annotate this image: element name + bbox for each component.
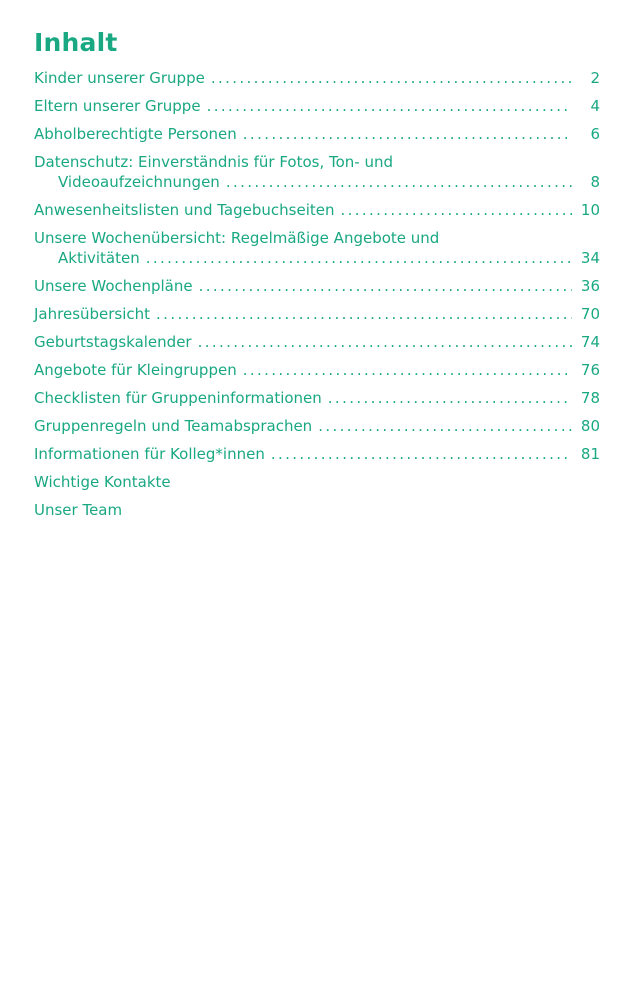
toc-entry-title: Jahresübersicht xyxy=(34,305,151,323)
toc-entry-title: Kinder unserer Gruppe xyxy=(34,69,205,87)
toc-entry[interactable] xyxy=(34,444,600,464)
toc-entry[interactable] xyxy=(34,68,600,88)
toc-entry-title-line1: Unsere Wochenübersicht: Regelmäßige Angebote und xyxy=(34,229,440,247)
dot-leader xyxy=(211,68,572,88)
toc-entry-title: Informationen für Kolleg*innen xyxy=(34,445,265,463)
toc-entry-title: Abholberechtigte Personen xyxy=(34,125,237,143)
toc-page-number: 2 xyxy=(590,69,600,87)
toc-entry[interactable] xyxy=(34,416,600,436)
toc-entry[interactable] xyxy=(34,124,600,144)
toc-entry[interactable] xyxy=(34,200,600,220)
toc-page-number: 8 xyxy=(590,173,600,191)
toc-page-number: 34 xyxy=(580,249,600,267)
toc-entry[interactable] xyxy=(34,304,600,324)
toc-entry[interactable] xyxy=(34,332,600,352)
toc-entry-title-line2: Aktivitäten xyxy=(58,249,140,267)
toc-page-number: 81 xyxy=(580,445,600,463)
table-of-contents-page xyxy=(34,0,600,528)
toc-entry[interactable] xyxy=(34,96,600,116)
dot-leader xyxy=(207,96,572,116)
dot-leader xyxy=(271,444,572,464)
toc-page-number: 76 xyxy=(580,361,600,379)
toc-entry[interactable] xyxy=(34,152,600,192)
toc-entry-title: Geburtstagskalender xyxy=(34,333,192,351)
toc-entry-title: Anwesenheitslisten und Tagebuchseiten xyxy=(34,201,335,219)
toc-entry-title: Unser Team xyxy=(34,501,123,519)
toc-page-number: 10 xyxy=(580,201,600,219)
dot-leader xyxy=(146,248,572,268)
toc-entry[interactable] xyxy=(34,472,600,492)
toc-entry-title: Unsere Wochenpläne xyxy=(34,277,193,295)
toc-entry[interactable] xyxy=(34,276,600,296)
dot-leader xyxy=(318,416,572,436)
toc-page-number: 36 xyxy=(580,277,600,295)
toc-list xyxy=(34,68,600,520)
toc-entry-title-line1: Datenschutz: Einverständnis für Fotos, Ton- und xyxy=(34,153,394,171)
toc-page-number: 74 xyxy=(580,333,600,351)
toc-entry-title: Gruppenregeln und Teamabsprachen xyxy=(34,417,313,435)
toc-entry-title: Angebote für Kleingruppen xyxy=(34,361,237,379)
toc-entry-title: Wichtige Kontakte xyxy=(34,473,171,491)
toc-page-number: 70 xyxy=(580,305,600,323)
toc-entry-title: Checklisten für Gruppeninformationen xyxy=(34,389,322,407)
toc-entry-title: Eltern unserer Gruppe xyxy=(34,97,201,115)
toc-page-number: 80 xyxy=(580,417,600,435)
toc-page-number: 4 xyxy=(590,97,600,115)
toc-page-number: 6 xyxy=(590,125,600,143)
dot-leader xyxy=(198,332,572,352)
toc-entry[interactable] xyxy=(34,500,600,520)
dot-leader xyxy=(328,388,572,408)
dot-leader xyxy=(199,276,572,296)
toc-entry[interactable] xyxy=(34,388,600,408)
toc-page-number: 78 xyxy=(580,389,600,407)
toc-entry[interactable] xyxy=(34,228,600,268)
dot-leader xyxy=(340,200,572,220)
dot-leader xyxy=(156,304,572,324)
toc-entry[interactable] xyxy=(34,360,600,380)
page-title: Inhalt xyxy=(34,28,118,57)
dot-leader xyxy=(243,124,572,144)
dot-leader xyxy=(243,360,572,380)
toc-entry-title-line2: Videoaufzeichnungen xyxy=(58,173,220,191)
dot-leader xyxy=(226,172,572,192)
